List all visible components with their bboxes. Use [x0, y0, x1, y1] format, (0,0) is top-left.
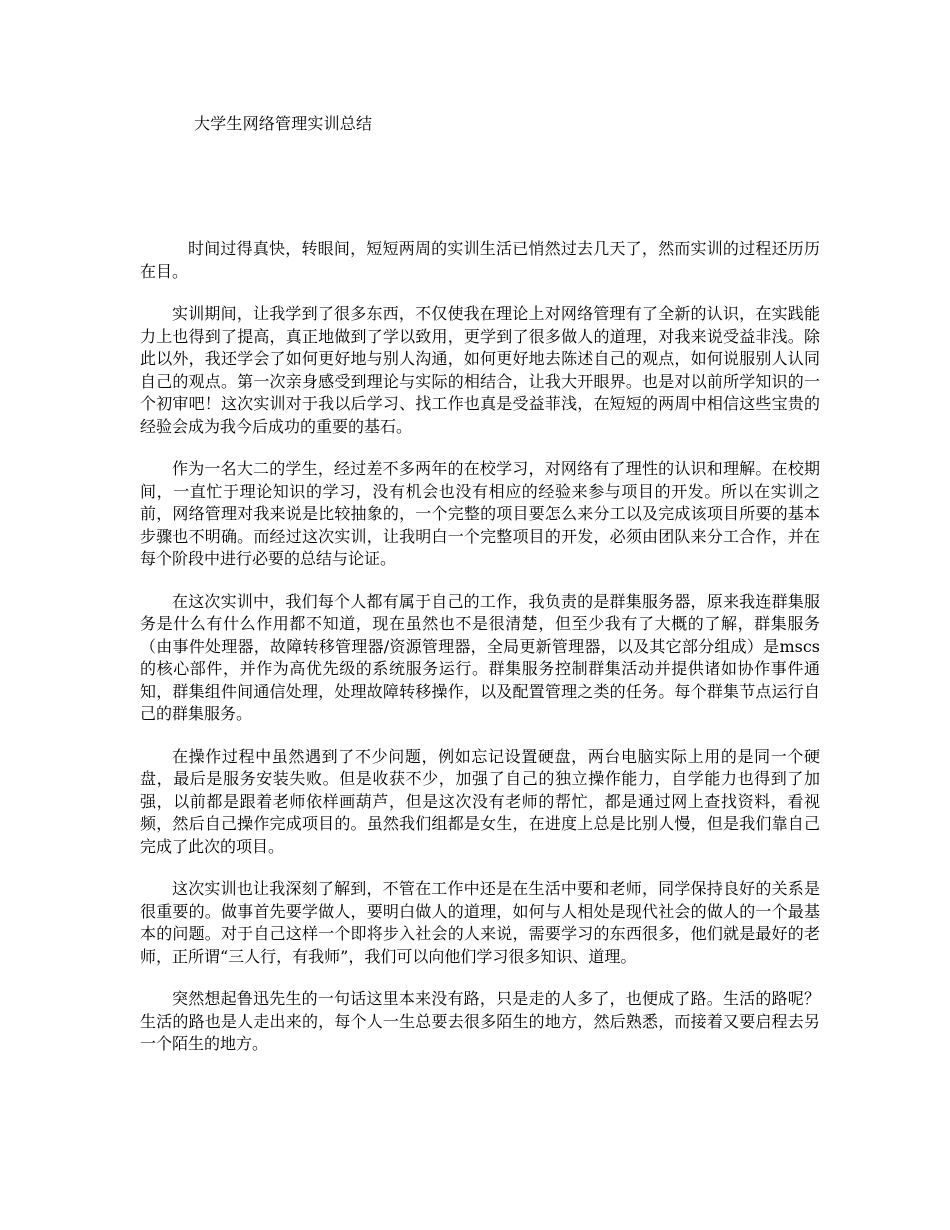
paragraph-1: 时间过得真快，转眼间，短短两周的实训生活已悄然过去几天了，然而实训的过程还历历在目。 [140, 239, 820, 281]
paragraph-4: 在这次实训中，我们每个人都有属于自己的工作，我负责的是群集服务器，原来我连群集服务是什么有什么作用都不知道，现在虽然也不是很清楚，但至少我有了大概的了解，群集服务（由事件处理器，故障转移管理器/资源管理器，全局更新管理器，以及其它部分组成）是mscs的核心部件，并作为高优先级的系统服务运行。群集服务控制群集活动并提供诸如协作事件通知，群集组件间通信处理，处理故障转移操作，以及配置管理之类的任务。每个群集节点运行自己的群集服务。 [140, 591, 820, 723]
paragraph-2: 实训期间，让我学到了很多东西，不仅使我在理论上对网络管理有了全新的认识，在实践能力上也得到了提高，真正地做到了学以致用，更学到了很多做人的道理，对我来说受益非浅。除此以外，我还学会了如何更好地与别人沟通，如何更好地去陈述自己的观点，如何说服别人认同自己的观点。第一次亲身感受到理论与实际的相结合，让我大开眼界。也是对以前所学知识的一个初审吧！这次实训对于我以后学习、找工作也真是受益菲浅，在短短的两周中相信这些宝贵的经验会成为我今后成功的重要的基石。 [140, 304, 820, 436]
paragraph-5: 在操作过程中虽然遇到了不少问题，例如忘记设置硬盘，两台电脑实际上用的是同一个硬盘，最后是服务安装失败。但是收获不少，加强了自己的独立操作能力，自学能力也得到了加强，以前都是跟着老师依样画葫芦，但是这次没有老师的帮忙，都是通过网上查找资料，看视频，然后自己操作完成项目的。虽然我们组都是女生，在进度上总是比别人慢，但是我们靠自己完成了此次的项目。 [140, 746, 820, 856]
document-body [140, 238, 820, 1076]
paragraph-6: 这次实训也让我深刻了解到，不管在工作中还是在生活中要和老师，同学保持良好的关系是很重要的。做事首先要学做人，要明白做人的道理，如何与人相处是现代社会的做人的一个最基本的问题。对于自己这样一个即将步入社会的人来说，需要学习的东西很多，他们就是最好的老师，正所谓“三人行，有我师”，我们可以向他们学习很多知识、道理。 [140, 879, 820, 966]
paragraph-3: 作为一名大二的学生，经过差不多两年的在校学习，对网络有了理性的认识和理解。在校期间，一直忙于理论知识的学习，没有机会也没有相应的经验来参与项目的开发。所以在实训之前，网络管理对我来说是比较抽象的，一个完整的项目要怎么来分工以及完成该项目所要的基本步骤也不明确。而经过这次实训，让我明白一个完整项目的开发，必须由团队来分工合作，并在每个阶段中进行必要的总结与论证。 [140, 459, 820, 568]
document-title: 大学生网络管理实训总结 [194, 114, 373, 133]
paragraph-7: 突然想起鲁迅先生的一句话这里本来没有路，只是走的人多了，也便成了路。生活的路呢？生活的路也是人走出来的，每个人一生总要去很多陌生的地方，然后熟悉，而接着又要启程去另一个陌生的地方。 [140, 989, 820, 1053]
